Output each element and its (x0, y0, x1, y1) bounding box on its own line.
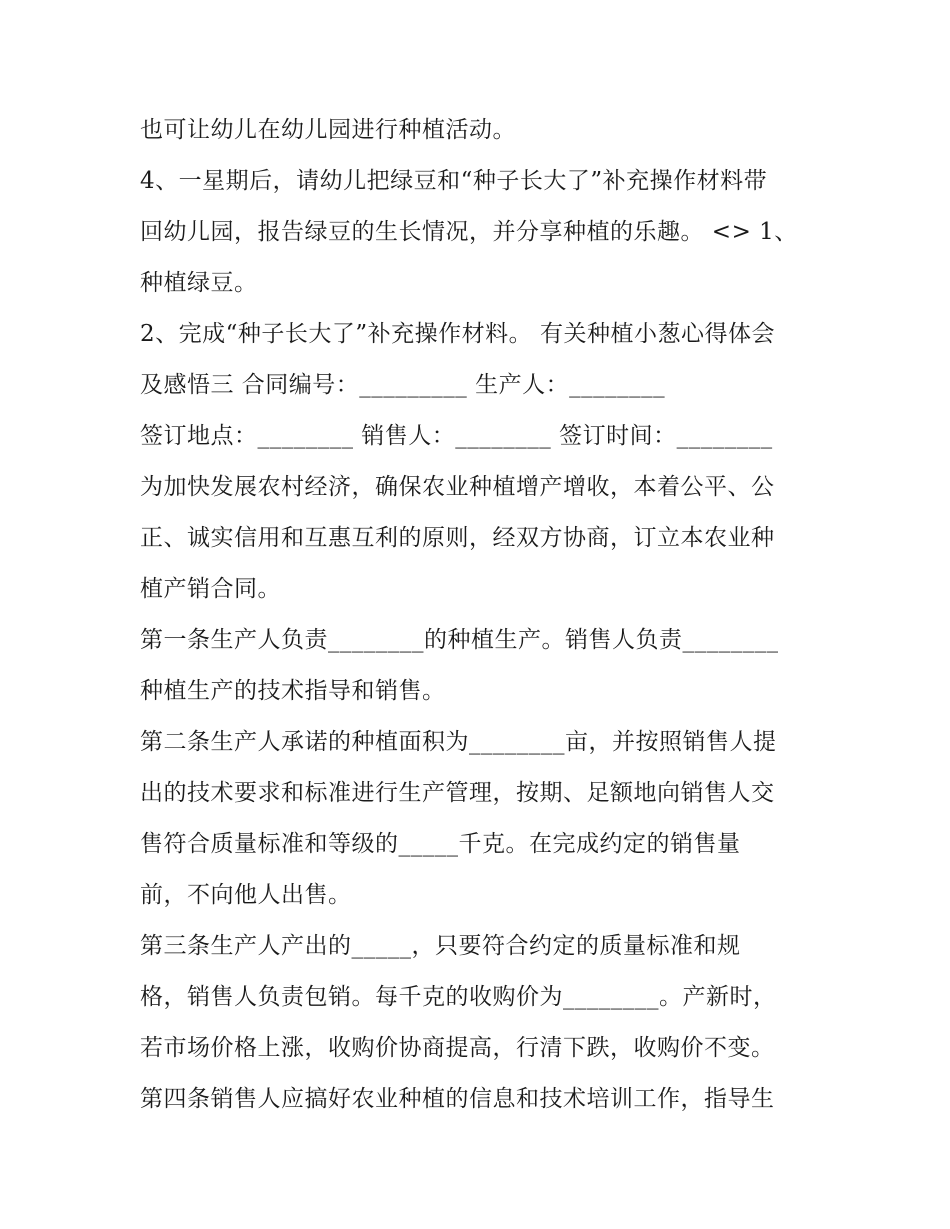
text-line: 也可让幼儿在幼儿园进行种植活动。 (140, 117, 516, 143)
text-line: 第四条销售人应搞好农业种植的信息和技术培训工作，指导生 (140, 1086, 775, 1112)
document-body (140, 105, 830, 1125)
text-line: 售符合质量标准和等级的_____千克。在完成约定的销售量 (140, 831, 741, 857)
text-line: 回幼儿园，报告绿豆的生长情况，并分享种植的乐趣。 <> 1、 (140, 219, 798, 245)
text-line: 第二条生产人承诺的种植面积为________亩，并按照销售人提 (140, 729, 777, 755)
text-line: 出的技术要求和标准进行生产管理，按期、足额地向销售人交 (140, 780, 775, 806)
text-line: 种植生产的技术指导和销售。 (140, 678, 446, 704)
text-line: 第一条生产人负责________的种植生产。销售人负责________ (140, 627, 779, 653)
text-line: 2、完成“种子长大了”补充操作材料。 有关种植小葱心得体会 (140, 321, 775, 347)
text-line: 为加快发展农村经济，确保农业种植增产增收，本着公平、公 (140, 474, 775, 500)
text-line: 第三条生产人产出的_____，只要符合约定的质量标准和规 (140, 933, 741, 959)
text-line: 4、一星期后，请幼儿把绿豆和“种子长大了”补充操作材料带 (140, 168, 768, 194)
text-line: 签订地点：________ 销售人：________ 签订时间：________ (140, 423, 773, 449)
text-line: 植产销合同。 (140, 576, 281, 602)
text-line: 前，不向他人出售。 (140, 882, 352, 908)
text-line: 格，销售人负责包销。每千克的收购价为________。产新时， (140, 984, 777, 1010)
text-line: 正、诚实信用和互惠互利的原则，经双方协商，订立本农业种 (140, 525, 775, 551)
text-line: 及感悟三 合同编号：_________ 生产人：________ (140, 372, 666, 398)
text-line: 种植绿豆。 (140, 270, 258, 296)
text-line: 若市场价格上涨，收购价协商提高，行清下跌，收购价不变。 (140, 1035, 775, 1061)
